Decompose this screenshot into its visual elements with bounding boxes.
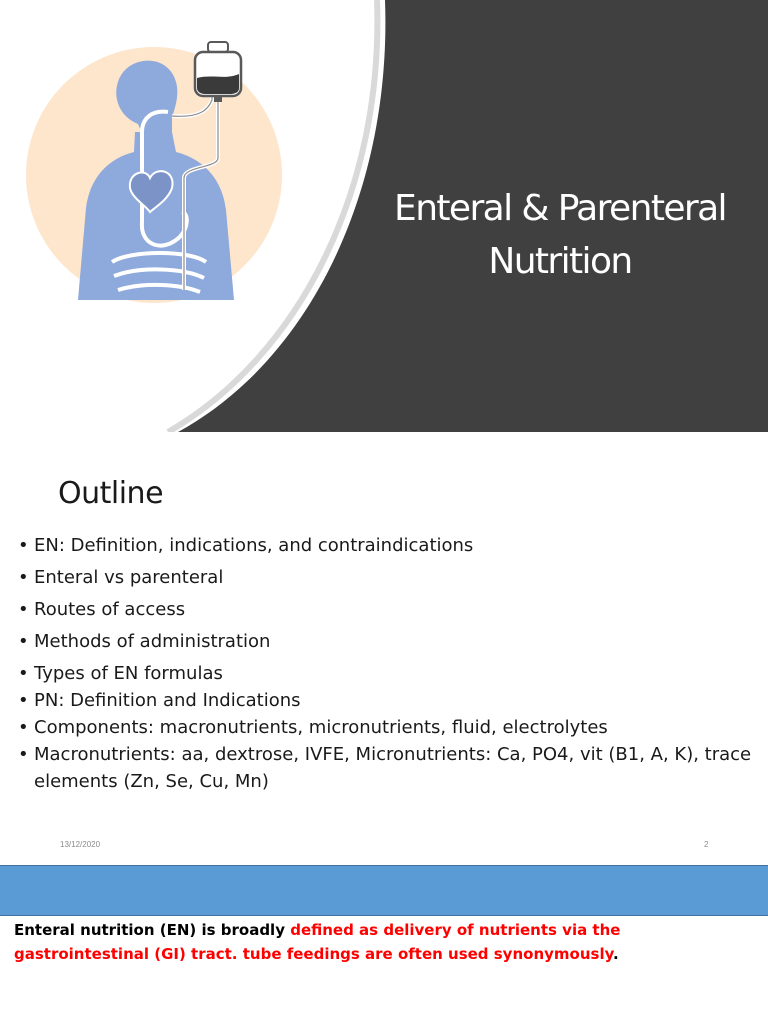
bullet-item: • Methods of administration [18, 628, 768, 655]
bullet-item: • EN: Definition, indications, and contraindications [18, 532, 768, 559]
title-bar [0, 865, 768, 916]
definition-text [14, 918, 759, 966]
title-slide [0, 0, 768, 432]
bullet-item: • Types of EN formulas [18, 660, 768, 687]
bullet-item: • Components: macronutrients, micronutrients, fluid, electrolytes [18, 714, 768, 741]
bullet-item: • Enteral vs parenteral [18, 564, 768, 591]
outline-slide [0, 432, 768, 864]
title-line-2: Nutrition [488, 241, 632, 282]
footer-date: 13/12/2020 [60, 840, 101, 849]
bullet-item: • Routes of access [18, 596, 768, 623]
definition-text-highlight: defined as delivery of nutrients via the gastrointestinal (GI) tract. tube feedings are often used synonymously [14, 921, 621, 963]
definition-slide [0, 865, 768, 1024]
outline-bullet-list [18, 532, 768, 795]
slide-title [370, 182, 750, 288]
title-line-1: Enteral & Parenteral [394, 188, 726, 229]
definition-text-end: . [613, 945, 619, 963]
definition-text-lead: Enteral nutrition (EN) is broadly [14, 921, 291, 939]
bullet-item: • Macronutrients: aa, dextrose, IVFE, Micronutrients: Ca, PO4, vit (B1, A, K), trace elements (Zn, Se, Cu, Mn) [18, 741, 768, 795]
outline-heading: Outline [58, 476, 164, 511]
page-number: 2 [704, 840, 709, 849]
bullet-item: • PN: Definition and Indications [18, 687, 768, 714]
